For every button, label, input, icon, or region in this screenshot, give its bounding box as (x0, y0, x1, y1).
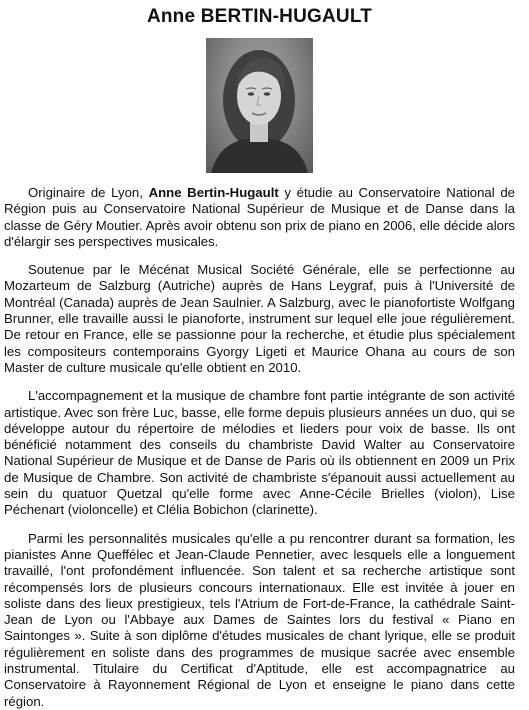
biography (4, 185, 515, 710)
photo-container (4, 38, 515, 173)
bio-paragraph-3: L'accompagnement et la musique de chambre font partie intégrante de son activité artistique. Avec son frère Luc, basse, elle forme depuis plusieurs années un duo, qui se développe autour du répertoire de mélodies et lieders pour voix de basse. Ils ont bénéficié notamment des conseils du chambriste David Walter au Conservatoire National Supérieur de Musique et de Danse de Paris où ils obtiennent en 2009 un Prix de Musique de Chambre. Son activité de chambriste s'épanouit aussi actuellement au sein du quatuor Quetzal qu'elle forme avec Anne-Cécile Brielles (violon), Lise Péchenart (violoncelle) et Clélia Bobichon (clarinette). (4, 388, 515, 518)
portrait-illustration (206, 38, 313, 173)
bio-paragraph-1-rest: y étudie au Conservatoire National de Région puis au Conservatoire National Supérieur de Musique et de Danse dans la classe de Géry Moutier. Après avoir obtenu son prix de piano en 2006, elle décide alors d'élargir ses perspectives musicales. (4, 185, 515, 249)
bio-paragraph-4: Parmi les personnalités musicales qu'elle a pu rencontrer durant sa formation, les pianistes Anne Queffélec et Jean-Claude Pennetier, avec lesquels elle a longuement travaillé, l'ont profondément influencée. Son talent et sa recherche artistique sont récompensés lors de plusieurs concours internationaux. Elle est invitée à jouer en soliste dans des lieux prestigieux, tels l'Atrium de Fort-de-France, la cathédrale Saint-Jean de Lyon ou l'Abbaye aux Dames de Saintes lors du festival « Piano en Saintonges ». Suite à son diplôme d'études musicales de chant lyrique, elle se produit régulièrement en soliste dans des programmes de musique sacrée avec ensemble instrumental. Titulaire du Certificat d'Aptitude, elle est accompagnatrice au Conservatoire à Rayonnement Régional de Lyon et enseigne le piano dans cette région. (4, 530, 515, 709)
artist-name: Anne Bertin-Hugault (148, 185, 279, 200)
page-title: Anne BERTIN-HUGAULT (146, 6, 373, 27)
bio-paragraph-2: Soutenue par le Mécénat Musical Société Générale, elle se perfectionne au Mozarteum de Salzburg (Autriche) auprès de Hans Leygraf, puis à l'Université de Montréal (Canada) auprès de Jean Saulnier. A Salzburg, avec le pianofortiste Wolfgang Brunner, elle travaille aussi le pianoforte, instrument sur lequel elle joue régulièrement. De retour en France, elle se passionne pour la recherche, et étudie plus spécialement les compositeurs contemporains Gyorgy Ligeti et Maurice Ohana au cours de son Master de culture musicale qu'elle obtient en 2010. (4, 262, 515, 375)
portrait-photo (206, 38, 313, 173)
bio-paragraph-1-intro: Originaire de Lyon, (28, 185, 149, 200)
bio-paragraph-1 (4, 185, 515, 250)
